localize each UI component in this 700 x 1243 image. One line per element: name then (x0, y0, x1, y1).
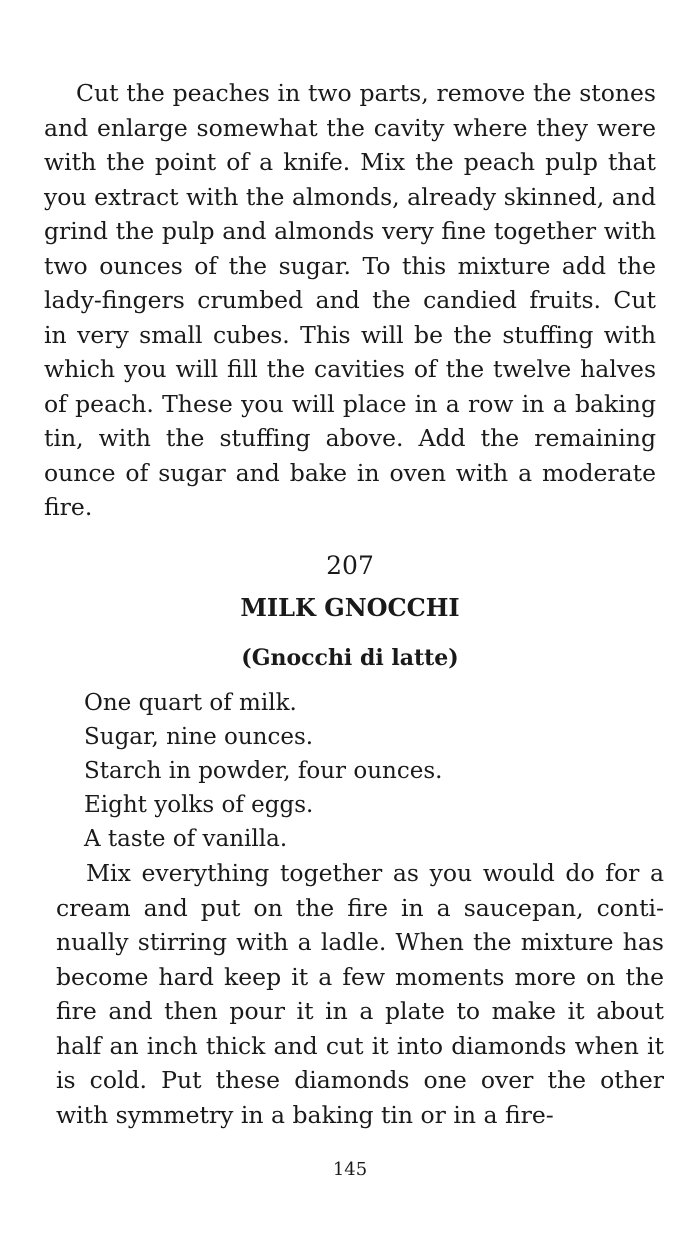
body-paragraph: Cut the peaches in two parts, remove the stones and enlarge somewhat the cavity where they were with the point of a knife. Mix the peach pulp that you extract with the almonds, already skinned, and grind the pulp and almonds very fine together with two ounces of the sugar. To this mixture add the lady-fingers crumbed and the candied fruits. Cut in very small cubes. This will be the stuffing with which you will fill the cavities of the twelve halves of peach. These you will place in a row in a baking tin, with the stuffing above. Add the remaining ounce of sugar and bake in oven with a moderate fire. (44, 79, 656, 521)
ingredient-item: A taste of vanilla. (84, 826, 288, 852)
ingredient-list (84, 686, 442, 856)
ingredient-item: Sugar, nine ounces. (84, 724, 314, 750)
recipe-instructions: Mix everything together as you would do for a cream and put on the fire in a saucepan, continually stirring with a ladle. When the mixture has become hard keep it a few moments more on the fire and then pour it in a plate to make it about half an inch thick and cut it into diamonds when it is cold. Put these diamonds one over the other with symmetry in a baking tin or in a fire- (56, 859, 664, 1129)
recipe-title: MILK GNOCCHI (240, 593, 460, 622)
ingredient-item: One quart of milk. (84, 690, 297, 716)
ingredient-item: Eight yolks of eggs. (84, 792, 314, 818)
recipe-number: 207 (326, 551, 374, 580)
page-number: 145 (332, 1159, 368, 1180)
recipe-subtitle: (Gnocchi di latte) (241, 645, 459, 671)
ingredient-item: Starch in powder, four ounces. (84, 758, 443, 784)
